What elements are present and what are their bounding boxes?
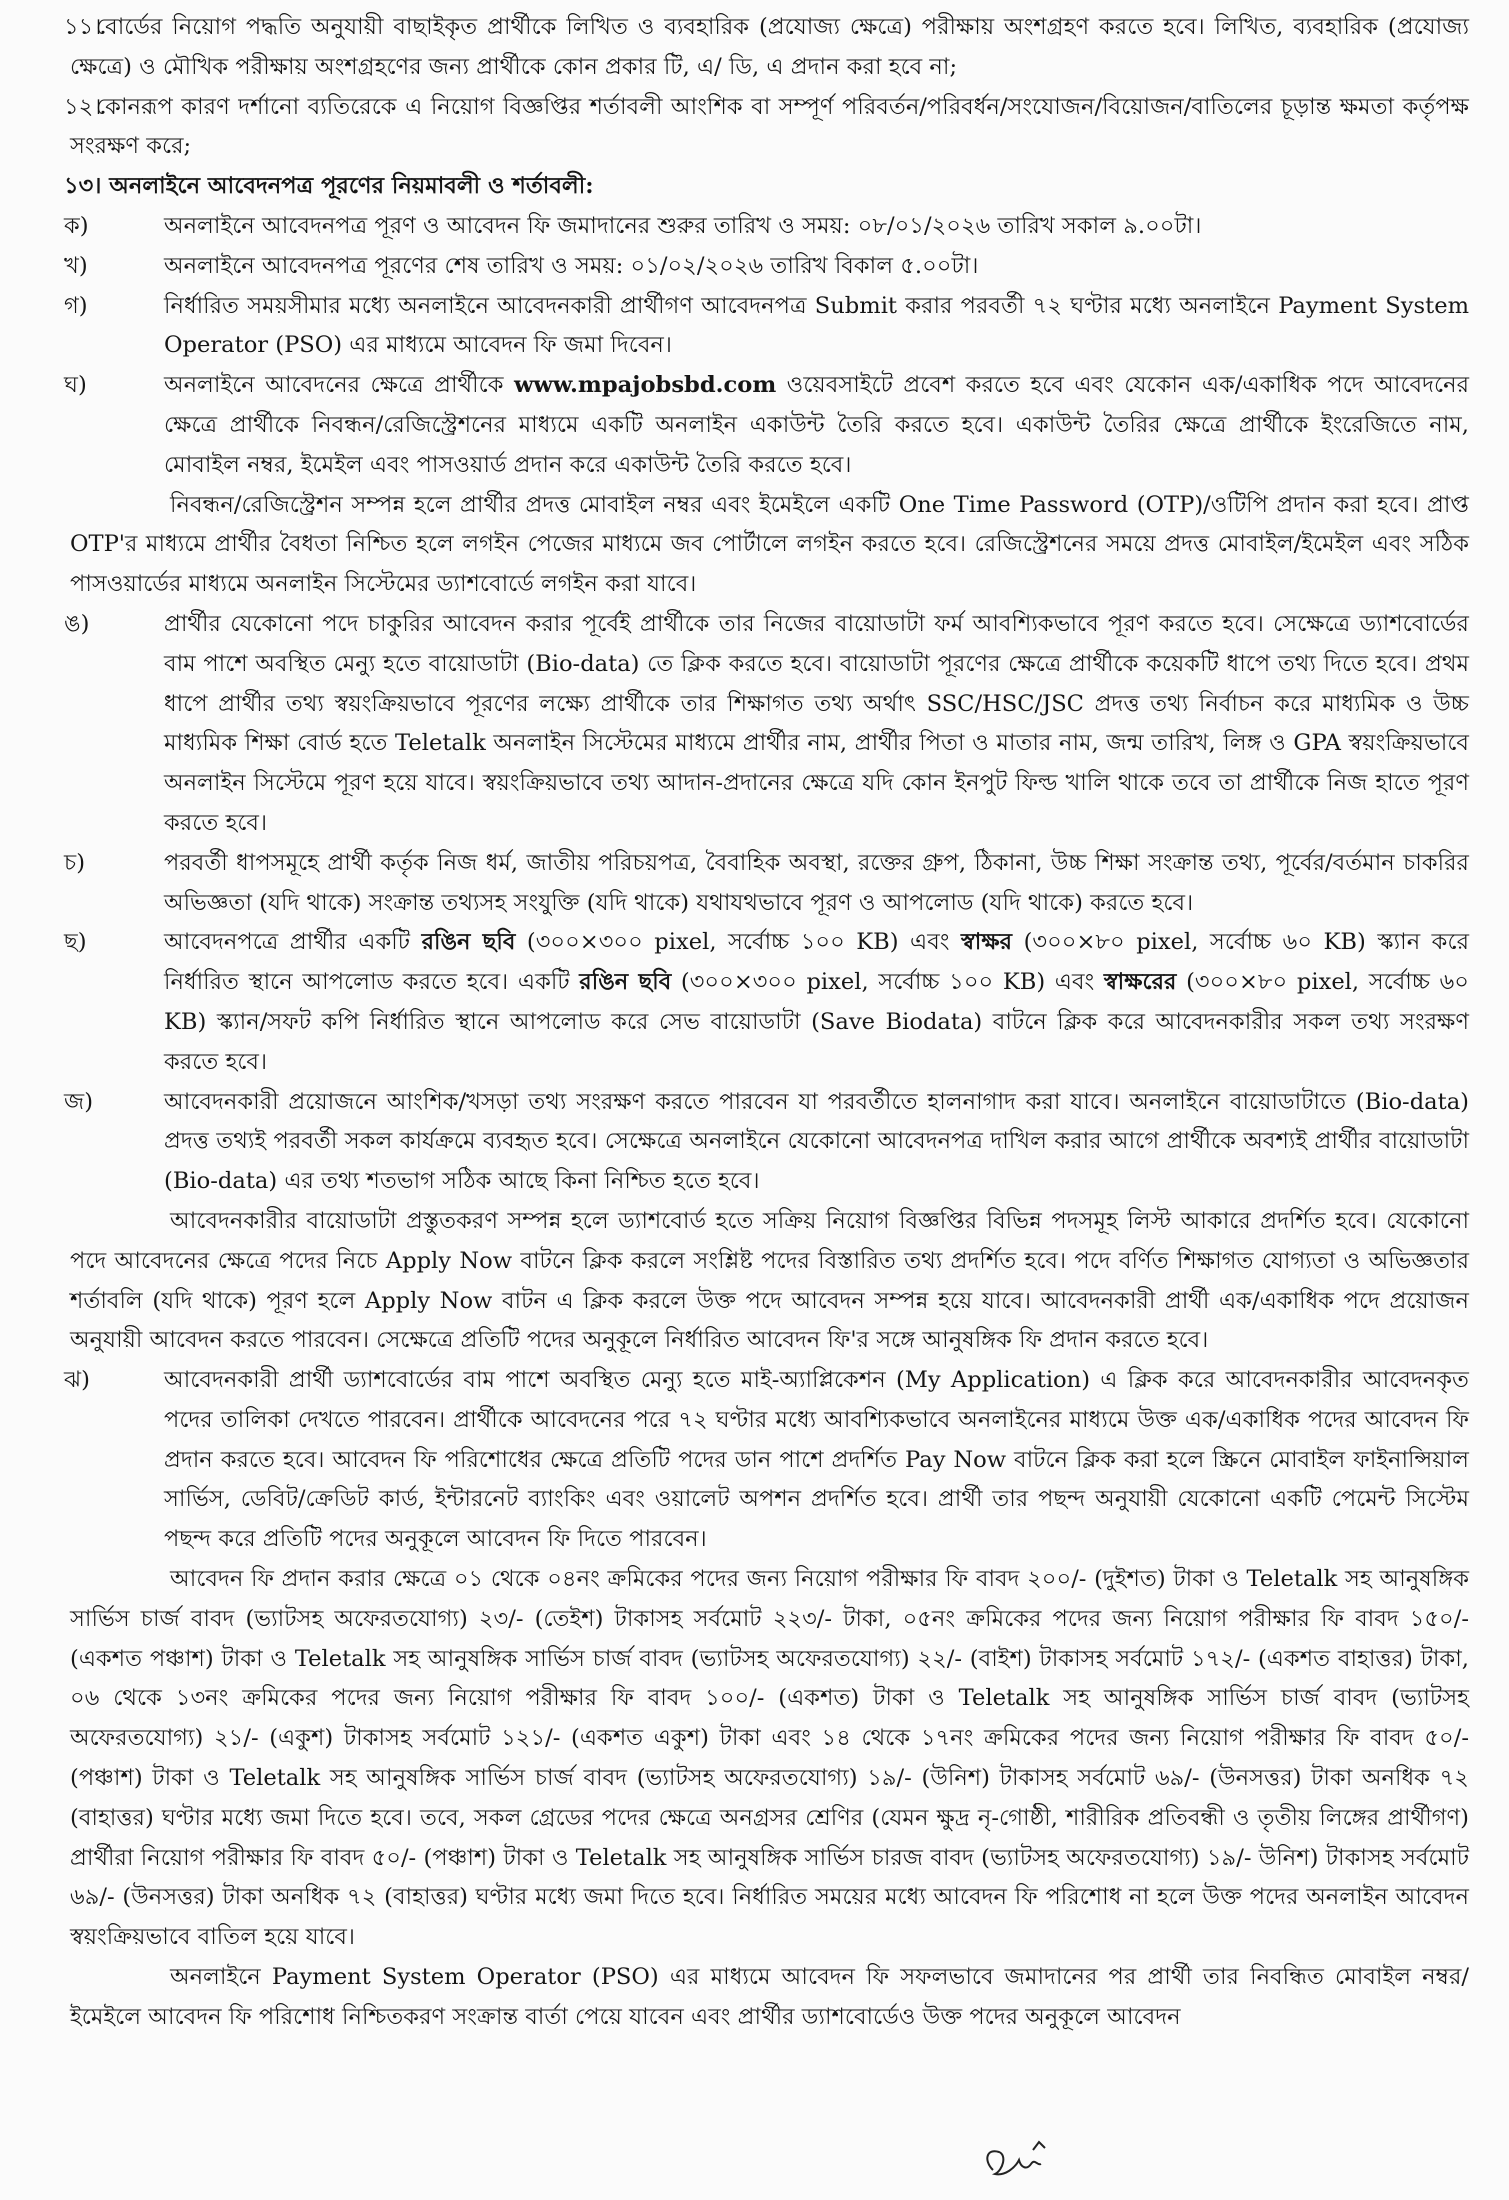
item-text-part: অনলাইনে আবেদনের ক্ষেত্রে প্রার্থীকে — [164, 372, 514, 399]
item-text — [164, 923, 1469, 1082]
paragraph-label: ১২। — [64, 93, 102, 120]
item-text-part: আবেদনপত্রে প্রার্থীর একটি — [164, 929, 422, 956]
item-text-part: (৩০০×৮০ pixel, সর্বোচ্চ ৬০ KB) স্ক্যান করে নির্ধারিত স্থানে আপলোড করতে হবে। একটি — [164, 929, 1469, 996]
paragraph-fee-details: আবেদন ফি প্রদান করার ক্ষেত্রে ০১ থেকে ০৪নং ক্রমিকের পদের জন্য নিয়োগ পরীক্ষার ফি বাবদ ২০০/- (দুইশত) টাকা ও Teletalk সহ আনুষঙ্গিক সার্ভিস চার্জ বাবদ (ভ্যাটসহ অফেরতযোগ্য) ২৩/- (তেইশ) টাকাসহ সর্বমোট ২২৩/- টাকা, ০৫নং ক্রমিকের পদের জন্য নিয়োগ পরীক্ষার ফি বাবদ ১৫০/- (একশত পঞ্চাশ) টাকা ও Teletalk সহ আনুষঙ্গিক সার্ভিস চার্জ বাবদ (ভ্যাটসহ অফেরতযোগ্য) ২২/- (বাইশ) টাকাসহ সর্বমোট ১৭২/- (একশত বাহাত্তর) টাকা, ০৬ থেকে ১৩নং ক্রমিকের পদের জন্য নিয়োগ পরীক্ষার ফি বাবদ ১০০/- (একশত) টাকা ও Teletalk সহ আনুষঙ্গিক সার্ভিস চার্জ বাবদ (ভ্যাটসহ অফেরতযোগ্য) ২১/- (একুশ) টাকাসহ সর্বমোট ১২১/- (একশত একুশ) টাকা এবং ১৪ থেকে ১৭নং ক্রমিকের পদের জন্য নিয়োগ পরীক্ষার ফি বাবদ ৫০/- (পঞ্চাশ) টাকা ও Teletalk সহ আনুষঙ্গিক সার্ভিস চার্জ বাবদ (ভ্যাটসহ অফেরতযোগ্য) ১৯/- (উনিশ) টাকাসহ সর্বমোট ৬৯/- (উনসত্তর) টাকা অনধিক ৭২ (বাহাত্তর) ঘণ্টার মধ্যে জমা দিতে হবে। তবে, সকল গ্রেডের পদের ক্ষেত্রে অনগ্রসর শ্রেণির (যেমন ক্ষুদ্র নৃ-গোষ্ঠী, শারীরিক প্রতিবন্ধী ও তৃতীয় লিঙ্গের প্রার্থীগণ) প্রার্থীরা নিয়োগ পরীক্ষার ফি বাবদ ৫০/- (পঞ্চাশ) টাকা ও Teletalk সহ আনুষঙ্গিক সার্ভিস চারজ বাবদ (ভ্যাটসহ অফেরতযোগ্য) ১৯/- উনিশ) টাকাসহ সর্বমোট ৬৯/- (উনসত্তর) টাকা অনধিক ৭২ (বাহাত্তর) ঘণ্টার মধ্যে জমা দিতে হবে। নির্ধারিত সময়ের মধ্যে আবেদন ফি পরিশোধ না হলে উক্ত পদের অনলাইন আবেদন স্বয়ংক্রিয়ভাবে বাতিল হয়ে যাবে। — [70, 1566, 1469, 1951]
item-text-bold: স্বাক্ষর — [961, 929, 1013, 956]
item-text: পরবর্তী ধাপসমূহে প্রার্থী কর্তৃক নিজ ধর্ম, জাতীয় পরিচয়পত্র, বৈবাহিক অবস্থা, রক্তের গ্রুপ, ঠিকানা, উচ্চ শিক্ষা সংক্রান্ত তথ্য, পূর্বের/বর্তমান চাকরির অভিজ্ঞতা (যদি থাকে) সংক্রান্ত তথ্যসহ সংযুক্তি (যদি থাকে) যথাযথভাবে পূরণ ও আপলোড (যদি থাকে) করতে হবে। — [164, 849, 1469, 916]
item-text-bold: রঙিন ছবি — [579, 969, 672, 996]
item-label: ঝ) — [64, 1367, 90, 1394]
list-item-gha — [64, 366, 1469, 485]
list-item-cha — [64, 844, 1469, 924]
item-text: আবেদনকারী প্রয়োজনে আংশিক/খসড়া তথ্য সংরক্ষণ করতে পারবেন যা পরবর্তীতে হালনাগাদ করা যাবে। অনলাইনে বায়োডাটাতে (Bio-data) প্রদত্ত তথ্যই পরবর্তী সকল কার্যক্রমে ব্যবহৃত হবে। সেক্ষেত্রে অনলাইনে যেকোনো আবেদনপত্র দাখিল করার আগে প্রার্থীকে অবশ্যই প্রার্থীর বায়োডাটা (Bio-data) এর তথ্য শতভাগ সঠিক আছে কিনা নিশ্চিত হতে হবে। — [164, 1088, 1469, 1195]
item-text: আবেদনকারী প্রার্থী ড্যাশবোর্ডের বাম পাশে অবস্থিত মেন্যু হতে মাই-অ্যাপ্লিকেশন (My Application) এ ক্লিক করে আবেদনকারীর আবেদনকৃত পদের তালিকা দেখতে পারবেন। প্রার্থীকে আবেদনের পরে ৭২ ঘণ্টার মধ্যে আবশ্যিকভাবে অনলাইনের মাধ্যমে উক্ত এক/একাধিক পদের আবেদন ফি প্রদান করতে হবে। আবেদন ফি পরিশোধের ক্ষেত্রে প্রতিটি পদের ডান পাশে প্রদর্শিত Pay Now বাটনে ক্লিক করা হলে স্ক্রিনে মোবাইল ফাইনান্সিয়াল সার্ভিস, ডেবিট/ক্রেডিট কার্ড, ইন্টারনেট ব্যাংকিং এবং ওয়ালেট অপশন প্রদর্শিত হবে। প্রার্থী তার পছন্দ অনুযায়ী যেকোনো একটি পেমেন্ট সিস্টেম পছন্দ করে প্রতিটি পদের অনুকূলে আবেদন ফি দিতে পারবেন। — [164, 1367, 1469, 1553]
item-text-part: ওয়েবসাইটে প্রবেশ করতে হবে এবং যেকোন এক/একাধিক পদে আবেদনের ক্ষেত্রে প্রার্থীকে নিবন্ধন/রেজিস্ট্রেশনের মাধ্যমে একটি অনলাইন একাউন্ট তৈরি করতে হবে। একাউন্ট তৈরির ক্ষেত্রে প্রার্থীকে ইংরেজিতে নাম, মোবাইল নম্বর, ইমেইল এবং পাসওয়ার্ড প্রদান করে একাউন্ট তৈরি করতে হবে। — [164, 372, 1469, 478]
item-label: গ) — [64, 292, 88, 319]
website-url: www.mpajobsbd.com — [513, 372, 777, 399]
item-text: নির্ধারিত সময়সীমার মধ্যে অনলাইনে আবেদনকারী প্রার্থীগণ আবেদনপত্র Submit করার পরবর্তী ৭২ ঘণ্টার মধ্যে অনলাইনে Payment System Operator (PSO) এর মাধ্যমে আবেদন ফি জমা দিবেন। — [164, 292, 1469, 359]
list-item-ga — [64, 287, 1469, 367]
paragraph-11 — [64, 8, 1469, 88]
list-item-ja — [64, 1083, 1469, 1202]
list-item-uma — [64, 605, 1469, 844]
item-label: ঘ) — [64, 372, 87, 399]
paragraph-12 — [64, 88, 1469, 168]
item-label: খ) — [64, 252, 88, 279]
list-item-jha — [64, 1361, 1469, 1560]
item-text-part: (৩০০×৩০০ pixel, সর্বোচ্চ ১০০ KB) এবং — [671, 969, 1104, 996]
paragraph-text: কোনরূপ কারণ দর্শানো ব্যতিরেকে এ নিয়োগ বিজ্ঞপ্তির শর্তাবলী আংশিক বা সম্পূর্ণ পরিবর্তন/পরিবর্ধন/সংযোজন/বিয়োজন/বাতিলের চূড়ান্ত ক্ষমতা কর্তৃপক্ষ সংরক্ষণ করে; — [70, 93, 1469, 160]
paragraph-label: ১১। — [64, 14, 102, 40]
item-text-bold: রঙিন ছবি — [421, 929, 516, 956]
paragraph-text: বোর্ডের নিয়োগ পদ্ধতি অনুযায়ী বাছাইকৃত প্রার্থীকে লিখিত ও ব্যবহারিক (প্রযোজ্য ক্ষেত্রে) পরীক্ষায় অংশগ্রহণ করতে হবে। লিখিত, ব্যবহারিক (প্রযোজ্য ক্ষেত্রে) ও মৌখিক পরীক্ষায় অংশগ্রহণের জন্য প্রার্থীকে কোন প্রকার টি, এ/ ডি, এ প্রদান করা হবে না; — [70, 14, 1469, 80]
item-text-part: (৩০০×৮০ pixel, সর্বোচ্চ ৬০ KB) স্ক্যান/সফট কপি নির্ধারিত স্থানে আপলোড করে সেভ বায়োডাটা (Save Biodata) বাটনে ক্লিক করে আবেদনকারীর সকল তথ্য সংরক্ষণ করতে হবে। — [164, 969, 1469, 1075]
item-text: অনলাইনে আবেদনপত্র পূরণের শেষ তারিখ ও সময়: ০১/০২/২০২৬ তারিখ বিকাল ৫.০০টা। — [164, 252, 979, 279]
item-label: চ) — [64, 849, 86, 876]
paragraph-registration-otp: নিবন্ধন/রেজিস্ট্রেশন সম্পন্ন হলে প্রার্থীর প্রদত্ত মোবাইল নম্বর এবং ইমেইলে একটি One Time Password (OTP)/ওটিপি প্রদান করা হবে। প্রাপ্ত OTP'র মাধ্যমে প্রার্থীর বৈধতা নিশ্চিত হলে লগইন পেজের মাধ্যমে জব পোর্টালে লগইন করতে হবে। রেজিস্ট্রেশনের সময়ে প্রদত্ত মোবাইল/ইমেইল এবং সঠিক পাসওয়ার্ডের মাধ্যমে অনলাইন সিস্টেমের ড্যাশবোর্ডে লগইন করা যাবে। — [70, 491, 1469, 598]
list-item-chha — [64, 923, 1469, 1082]
item-label: ক) — [64, 212, 89, 239]
item-text: প্রার্থীর যেকোনো পদে চাকুরির আবেদন করার পূর্বেই প্রার্থীকে তার নিজের বায়োডাটা ফর্ম আবশ্যিকভাবে পূরণ করতে হবে। সেক্ষেত্রে ড্যাশবোর্ডের বাম পাশে অবস্থিত মেন্যু হতে বায়োডাটা (Bio-data) তে ক্লিক করতে হবে। বায়োডাটা পূরণের ক্ষেত্রে প্রার্থীকে কয়েকটি ধাপে তথ্য দিতে হবে। প্রথম ধাপে প্রার্থীর তথ্য স্বয়ংক্রিয়ভাবে পূরণের লক্ষ্যে প্রার্থীকে তার শিক্ষাগত তথ্য অর্থাৎ SSC/HSC/JSC প্রদত্ত তথ্য নির্বাচন করে মাধ্যমিক ও উচ্চ মাধ্যমিক শিক্ষা বোর্ড হতে Teletalk অনলাইন সিস্টেমের মাধ্যমে প্রার্থীর নাম, প্রার্থীর পিতা ও মাতার নাম, জন্ম তারিখ, লিঙ্গ ও GPA স্বয়ংক্রিয়ভাবে অনলাইন সিস্টেমে পূরণ হয়ে যাবে। স্বয়ংক্রিয়ভাবে তথ্য আদান-প্রদানের ক্ষেত্রে যদি কোন ইনপুট ফিল্ড খালি থাকে তবে তা প্রার্থীকে নিজ হাতে পূরণ করতে হবে। — [164, 610, 1469, 836]
item-text — [164, 366, 1469, 485]
list-item-kha — [64, 247, 1469, 287]
item-label: জ) — [64, 1088, 94, 1115]
item-text-bold: স্বাক্ষরের — [1103, 969, 1177, 996]
list-item-ka — [64, 207, 1469, 247]
item-label: ছ) — [64, 929, 87, 956]
item-label: ঙ) — [64, 610, 90, 637]
section-13-heading: ১৩। অনলাইনে আবেদনপত্র পূরণের নিয়মাবলী ও শর্তাবলী: — [64, 173, 594, 200]
paragraph-pso-confirmation: অনলাইনে Payment System Operator (PSO) এর মাধ্যমে আবেদন ফি সফলভাবে জমাদানের পর প্রার্থী তার নিবন্ধিত মোবাইল নম্বর/ইমেইলে আবেদন ফি পরিশোধ নিশ্চিতকরণ সংক্রান্ত বার্তা পেয়ে যাবেন এবং প্রার্থীর ড্যাশবোর্ডেও উক্ত পদের অনুকূলে আবেদন — [70, 1964, 1469, 2030]
item-text-part: (৩০০×৩০০ pixel, সর্বোচ্চ ১০০ KB) এবং — [515, 929, 962, 956]
paragraph-apply-now: আবেদনকারীর বায়োডাটা প্রস্তুতকরণ সম্পন্ন হলে ড্যাশবোর্ড হতে সক্রিয় নিয়োগ বিজ্ঞপ্তির বিভিন্ন পদসমূহ লিস্ট আকারে প্রদর্শিত হবে। যেকোনো পদে আবেদনের ক্ষেত্রে পদের নিচে Apply Now বাটনে ক্লিক করলে সংশ্লিষ্ট পদের বিস্তারিত তথ্য প্রদর্শিত হবে। পদে বর্ণিত শিক্ষাগত যোগ্যতা ও অভিজ্ঞতার শর্তাবলি (যদি থাকে) পূরণ হলে Apply Now বাটন এ ক্লিক করলে উক্ত পদে আবেদন সম্পন্ন হয়ে যাবে। আবেদনকারী প্রার্থী এক/একাধিক পদে প্রয়োজন অনুযায়ী আবেদন করতে পারবেন। সেক্ষেত্রে প্রতিটি পদের অনুকূলে নির্ধারিত আবেদন ফি'র সঙ্গে আনুষঙ্গিক ফি প্রদান করতে হবে। — [70, 1207, 1469, 1354]
signature-mark — [975, 2130, 1065, 2190]
item-text: অনলাইনে আবেদনপত্র পূরণ ও আবেদন ফি জমাদানের শুরুর তারিখ ও সময়: ০৮/০১/২০২৬ তারিখ সকাল ৯.০০টা। — [164, 212, 1202, 239]
